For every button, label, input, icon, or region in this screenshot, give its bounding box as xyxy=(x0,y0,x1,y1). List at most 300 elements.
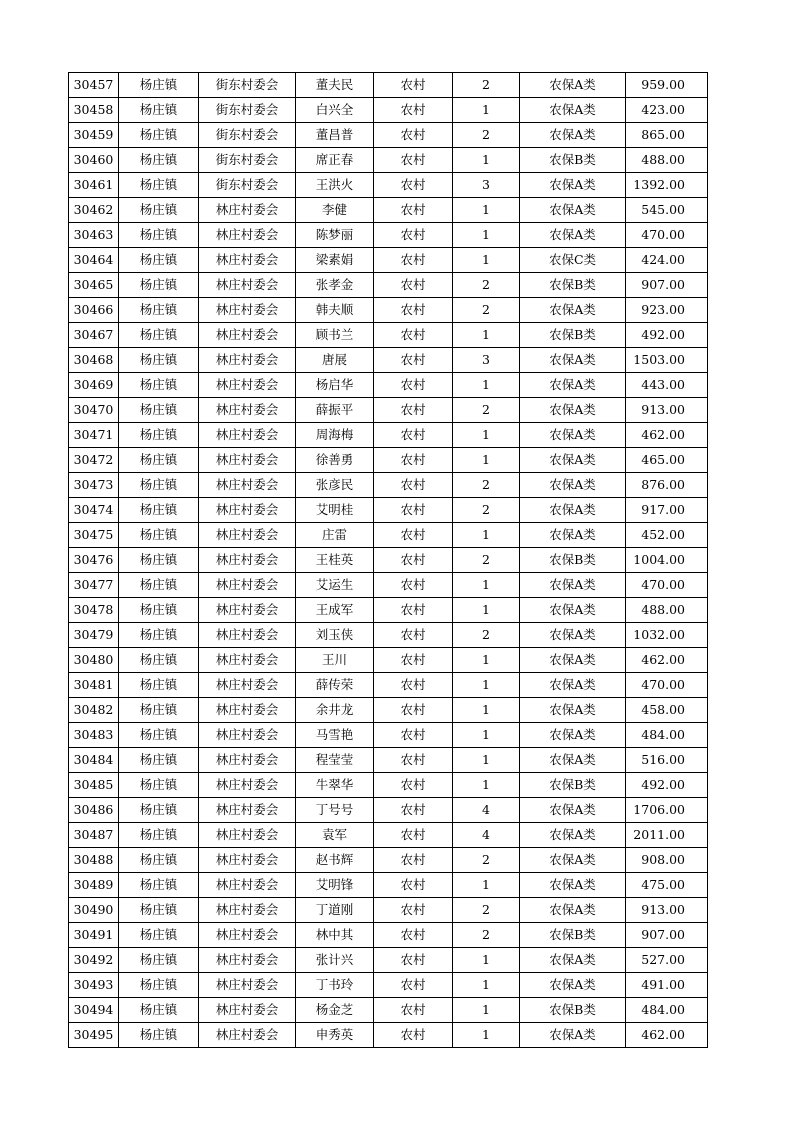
cell-category: 农保A类 xyxy=(520,473,626,498)
cell-household-type: 农村 xyxy=(374,923,453,948)
cell-category: 农保A类 xyxy=(520,348,626,373)
cell-serial-number: 30466 xyxy=(69,298,119,323)
cell-serial-number: 30483 xyxy=(69,723,119,748)
cell-member-count: 2 xyxy=(453,623,520,648)
cell-amount: 462.00 xyxy=(626,1023,708,1048)
table-row xyxy=(69,823,708,848)
cell-category: 农保A类 xyxy=(520,523,626,548)
cell-serial-number: 30474 xyxy=(69,498,119,523)
table-row xyxy=(69,748,708,773)
cell-village-committee: 林庄村委会 xyxy=(199,673,296,698)
cell-member-count: 1 xyxy=(453,198,520,223)
cell-member-count: 1 xyxy=(453,723,520,748)
table-row xyxy=(69,948,708,973)
cell-name: 韩夫顺 xyxy=(296,298,374,323)
cell-household-type: 农村 xyxy=(374,448,453,473)
cell-name: 杨启华 xyxy=(296,373,374,398)
cell-town: 杨庄镇 xyxy=(119,298,199,323)
cell-member-count: 1 xyxy=(453,998,520,1023)
table-row xyxy=(69,973,708,998)
cell-town: 杨庄镇 xyxy=(119,348,199,373)
table-row xyxy=(69,248,708,273)
cell-member-count: 1 xyxy=(453,698,520,723)
cell-household-type: 农村 xyxy=(374,298,453,323)
cell-town: 杨庄镇 xyxy=(119,948,199,973)
cell-village-committee: 街东村委会 xyxy=(199,73,296,98)
cell-category: 农保B类 xyxy=(520,773,626,798)
table-row xyxy=(69,548,708,573)
cell-household-type: 农村 xyxy=(374,348,453,373)
cell-category: 农保A类 xyxy=(520,723,626,748)
cell-household-type: 农村 xyxy=(374,898,453,923)
cell-category: 农保A类 xyxy=(520,373,626,398)
cell-name: 王川 xyxy=(296,648,374,673)
cell-member-count: 3 xyxy=(453,173,520,198)
cell-town: 杨庄镇 xyxy=(119,848,199,873)
cell-amount: 462.00 xyxy=(626,648,708,673)
cell-serial-number: 30485 xyxy=(69,773,119,798)
cell-household-type: 农村 xyxy=(374,998,453,1023)
cell-member-count: 1 xyxy=(453,1023,520,1048)
cell-household-type: 农村 xyxy=(374,823,453,848)
cell-village-committee: 街东村委会 xyxy=(199,148,296,173)
cell-serial-number: 30482 xyxy=(69,698,119,723)
cell-name: 徐善勇 xyxy=(296,448,374,473)
table-row xyxy=(69,73,708,98)
cell-amount: 462.00 xyxy=(626,423,708,448)
cell-village-committee: 林庄村委会 xyxy=(199,348,296,373)
cell-serial-number: 30462 xyxy=(69,198,119,223)
cell-village-committee: 林庄村委会 xyxy=(199,323,296,348)
table-row xyxy=(69,323,708,348)
table-row xyxy=(69,798,708,823)
cell-name: 梁素娟 xyxy=(296,248,374,273)
cell-name: 余井龙 xyxy=(296,698,374,723)
cell-household-type: 农村 xyxy=(374,523,453,548)
cell-town: 杨庄镇 xyxy=(119,798,199,823)
cell-category: 农保A类 xyxy=(520,573,626,598)
cell-village-committee: 林庄村委会 xyxy=(199,373,296,398)
cell-village-committee: 林庄村委会 xyxy=(199,648,296,673)
cell-village-committee: 林庄村委会 xyxy=(199,298,296,323)
cell-category: 农保A类 xyxy=(520,798,626,823)
cell-village-committee: 林庄村委会 xyxy=(199,473,296,498)
cell-town: 杨庄镇 xyxy=(119,998,199,1023)
cell-amount: 452.00 xyxy=(626,523,708,548)
cell-serial-number: 30492 xyxy=(69,948,119,973)
cell-town: 杨庄镇 xyxy=(119,198,199,223)
cell-name: 张彦民 xyxy=(296,473,374,498)
cell-serial-number: 30459 xyxy=(69,123,119,148)
cell-amount: 423.00 xyxy=(626,98,708,123)
cell-town: 杨庄镇 xyxy=(119,273,199,298)
cell-town: 杨庄镇 xyxy=(119,473,199,498)
cell-member-count: 1 xyxy=(453,373,520,398)
cell-amount: 492.00 xyxy=(626,323,708,348)
cell-name: 牛翠华 xyxy=(296,773,374,798)
cell-amount: 913.00 xyxy=(626,898,708,923)
cell-amount: 908.00 xyxy=(626,848,708,873)
cell-village-committee: 林庄村委会 xyxy=(199,448,296,473)
cell-name: 艾运生 xyxy=(296,573,374,598)
cell-serial-number: 30490 xyxy=(69,898,119,923)
records-table xyxy=(68,72,708,1048)
table-row xyxy=(69,998,708,1023)
cell-household-type: 农村 xyxy=(374,373,453,398)
cell-name: 袁军 xyxy=(296,823,374,848)
cell-category: 农保A类 xyxy=(520,948,626,973)
cell-household-type: 农村 xyxy=(374,498,453,523)
cell-category: 农保A类 xyxy=(520,1023,626,1048)
cell-household-type: 农村 xyxy=(374,173,453,198)
cell-household-type: 农村 xyxy=(374,423,453,448)
cell-serial-number: 30460 xyxy=(69,148,119,173)
cell-name: 薛振平 xyxy=(296,398,374,423)
cell-category: 农保A类 xyxy=(520,73,626,98)
cell-town: 杨庄镇 xyxy=(119,698,199,723)
cell-town: 杨庄镇 xyxy=(119,623,199,648)
cell-household-type: 农村 xyxy=(374,223,453,248)
table-row xyxy=(69,173,708,198)
table-row xyxy=(69,223,708,248)
cell-category: 农保A类 xyxy=(520,623,626,648)
cell-household-type: 农村 xyxy=(374,573,453,598)
cell-amount: 458.00 xyxy=(626,698,708,723)
cell-town: 杨庄镇 xyxy=(119,373,199,398)
cell-amount: 491.00 xyxy=(626,973,708,998)
cell-member-count: 2 xyxy=(453,498,520,523)
cell-name: 丁道刚 xyxy=(296,898,374,923)
table-row xyxy=(69,148,708,173)
cell-town: 杨庄镇 xyxy=(119,173,199,198)
cell-village-committee: 林庄村委会 xyxy=(199,698,296,723)
cell-member-count: 2 xyxy=(453,398,520,423)
cell-town: 杨庄镇 xyxy=(119,898,199,923)
cell-amount: 923.00 xyxy=(626,298,708,323)
cell-name: 庄雷 xyxy=(296,523,374,548)
cell-serial-number: 30463 xyxy=(69,223,119,248)
cell-serial-number: 30472 xyxy=(69,448,119,473)
cell-category: 农保B类 xyxy=(520,923,626,948)
cell-name: 陈梦丽 xyxy=(296,223,374,248)
cell-name: 薛传荣 xyxy=(296,673,374,698)
cell-household-type: 农村 xyxy=(374,123,453,148)
cell-household-type: 农村 xyxy=(374,98,453,123)
cell-amount: 2011.00 xyxy=(626,823,708,848)
cell-amount: 488.00 xyxy=(626,598,708,623)
cell-serial-number: 30494 xyxy=(69,998,119,1023)
cell-village-committee: 林庄村委会 xyxy=(199,198,296,223)
cell-member-count: 4 xyxy=(453,798,520,823)
cell-member-count: 1 xyxy=(453,598,520,623)
cell-village-committee: 林庄村委会 xyxy=(199,598,296,623)
cell-name: 赵书辉 xyxy=(296,848,374,873)
cell-serial-number: 30473 xyxy=(69,473,119,498)
cell-amount: 443.00 xyxy=(626,373,708,398)
cell-village-committee: 林庄村委会 xyxy=(199,573,296,598)
cell-member-count: 1 xyxy=(453,873,520,898)
cell-name: 席正春 xyxy=(296,148,374,173)
table-row xyxy=(69,473,708,498)
cell-town: 杨庄镇 xyxy=(119,723,199,748)
table-row xyxy=(69,648,708,673)
cell-village-committee: 街东村委会 xyxy=(199,173,296,198)
table-row xyxy=(69,523,708,548)
cell-amount: 1392.00 xyxy=(626,173,708,198)
cell-town: 杨庄镇 xyxy=(119,323,199,348)
cell-name: 艾明桂 xyxy=(296,498,374,523)
cell-serial-number: 30461 xyxy=(69,173,119,198)
cell-amount: 1032.00 xyxy=(626,623,708,648)
cell-name: 丁书玲 xyxy=(296,973,374,998)
cell-serial-number: 30493 xyxy=(69,973,119,998)
cell-category: 农保A类 xyxy=(520,198,626,223)
cell-town: 杨庄镇 xyxy=(119,648,199,673)
cell-amount: 913.00 xyxy=(626,398,708,423)
table-row xyxy=(69,873,708,898)
table-row xyxy=(69,598,708,623)
cell-household-type: 农村 xyxy=(374,948,453,973)
cell-name: 董夫民 xyxy=(296,73,374,98)
cell-village-committee: 林庄村委会 xyxy=(199,873,296,898)
cell-name: 张计兴 xyxy=(296,948,374,973)
cell-name: 王桂英 xyxy=(296,548,374,573)
cell-member-count: 1 xyxy=(453,973,520,998)
cell-household-type: 农村 xyxy=(374,623,453,648)
cell-category: 农保A类 xyxy=(520,498,626,523)
cell-serial-number: 30467 xyxy=(69,323,119,348)
cell-village-committee: 林庄村委会 xyxy=(199,848,296,873)
cell-name: 李健 xyxy=(296,198,374,223)
cell-town: 杨庄镇 xyxy=(119,148,199,173)
cell-member-count: 1 xyxy=(453,748,520,773)
table-row xyxy=(69,1023,708,1048)
cell-serial-number: 30495 xyxy=(69,1023,119,1048)
cell-name: 刘玉侠 xyxy=(296,623,374,648)
cell-amount: 492.00 xyxy=(626,773,708,798)
table-row xyxy=(69,423,708,448)
cell-village-committee: 林庄村委会 xyxy=(199,523,296,548)
cell-amount: 470.00 xyxy=(626,673,708,698)
cell-town: 杨庄镇 xyxy=(119,423,199,448)
cell-serial-number: 30465 xyxy=(69,273,119,298)
cell-category: 农保A类 xyxy=(520,898,626,923)
cell-category: 农保C类 xyxy=(520,248,626,273)
cell-household-type: 农村 xyxy=(374,473,453,498)
cell-household-type: 农村 xyxy=(374,398,453,423)
cell-category: 农保A类 xyxy=(520,123,626,148)
table-row xyxy=(69,498,708,523)
cell-category: 农保B类 xyxy=(520,548,626,573)
cell-serial-number: 30457 xyxy=(69,73,119,98)
cell-village-committee: 林庄村委会 xyxy=(199,773,296,798)
cell-category: 农保B类 xyxy=(520,273,626,298)
cell-village-committee: 林庄村委会 xyxy=(199,823,296,848)
cell-name: 张孝金 xyxy=(296,273,374,298)
table-row xyxy=(69,848,708,873)
cell-town: 杨庄镇 xyxy=(119,498,199,523)
cell-member-count: 2 xyxy=(453,73,520,98)
cell-town: 杨庄镇 xyxy=(119,248,199,273)
cell-name: 艾明锋 xyxy=(296,873,374,898)
table-row xyxy=(69,123,708,148)
cell-category: 农保A类 xyxy=(520,648,626,673)
cell-member-count: 2 xyxy=(453,273,520,298)
cell-amount: 488.00 xyxy=(626,148,708,173)
cell-category: 农保A类 xyxy=(520,398,626,423)
cell-name: 白兴全 xyxy=(296,98,374,123)
cell-amount: 865.00 xyxy=(626,123,708,148)
cell-amount: 516.00 xyxy=(626,748,708,773)
cell-member-count: 2 xyxy=(453,473,520,498)
cell-town: 杨庄镇 xyxy=(119,973,199,998)
table-row xyxy=(69,723,708,748)
cell-amount: 424.00 xyxy=(626,248,708,273)
table-row xyxy=(69,273,708,298)
cell-serial-number: 30469 xyxy=(69,373,119,398)
cell-amount: 465.00 xyxy=(626,448,708,473)
cell-village-committee: 林庄村委会 xyxy=(199,948,296,973)
cell-name: 马雪艳 xyxy=(296,723,374,748)
cell-town: 杨庄镇 xyxy=(119,598,199,623)
cell-amount: 1503.00 xyxy=(626,348,708,373)
cell-household-type: 农村 xyxy=(374,798,453,823)
cell-serial-number: 30478 xyxy=(69,598,119,623)
table-row xyxy=(69,898,708,923)
cell-amount: 527.00 xyxy=(626,948,708,973)
cell-town: 杨庄镇 xyxy=(119,823,199,848)
cell-household-type: 农村 xyxy=(374,773,453,798)
cell-household-type: 农村 xyxy=(374,548,453,573)
cell-village-committee: 林庄村委会 xyxy=(199,623,296,648)
cell-name: 王洪火 xyxy=(296,173,374,198)
table-row xyxy=(69,198,708,223)
cell-member-count: 1 xyxy=(453,448,520,473)
cell-category: 农保B类 xyxy=(520,323,626,348)
table-row xyxy=(69,923,708,948)
cell-household-type: 农村 xyxy=(374,648,453,673)
table-row xyxy=(69,623,708,648)
cell-member-count: 1 xyxy=(453,773,520,798)
cell-serial-number: 30479 xyxy=(69,623,119,648)
cell-member-count: 3 xyxy=(453,348,520,373)
cell-name: 王成军 xyxy=(296,598,374,623)
cell-serial-number: 30475 xyxy=(69,523,119,548)
cell-serial-number: 30471 xyxy=(69,423,119,448)
cell-village-committee: 林庄村委会 xyxy=(199,498,296,523)
cell-member-count: 1 xyxy=(453,98,520,123)
cell-member-count: 1 xyxy=(453,948,520,973)
cell-village-committee: 林庄村委会 xyxy=(199,973,296,998)
cell-category: 农保A类 xyxy=(520,598,626,623)
cell-town: 杨庄镇 xyxy=(119,398,199,423)
cell-serial-number: 30486 xyxy=(69,798,119,823)
cell-household-type: 农村 xyxy=(374,248,453,273)
cell-town: 杨庄镇 xyxy=(119,98,199,123)
cell-amount: 470.00 xyxy=(626,573,708,598)
cell-village-committee: 林庄村委会 xyxy=(199,223,296,248)
cell-member-count: 2 xyxy=(453,298,520,323)
cell-name: 杨金芝 xyxy=(296,998,374,1023)
cell-household-type: 农村 xyxy=(374,873,453,898)
cell-name: 林中其 xyxy=(296,923,374,948)
cell-category: 农保A类 xyxy=(520,848,626,873)
cell-name: 顾书兰 xyxy=(296,323,374,348)
table-row xyxy=(69,373,708,398)
cell-category: 农保A类 xyxy=(520,298,626,323)
cell-household-type: 农村 xyxy=(374,698,453,723)
cell-town: 杨庄镇 xyxy=(119,573,199,598)
cell-household-type: 农村 xyxy=(374,748,453,773)
cell-category: 农保A类 xyxy=(520,173,626,198)
cell-village-committee: 林庄村委会 xyxy=(199,798,296,823)
table-row xyxy=(69,298,708,323)
cell-category: 农保A类 xyxy=(520,673,626,698)
cell-village-committee: 林庄村委会 xyxy=(199,923,296,948)
cell-household-type: 农村 xyxy=(374,723,453,748)
cell-village-committee: 街东村委会 xyxy=(199,123,296,148)
records-table-body xyxy=(69,73,708,1048)
cell-amount: 907.00 xyxy=(626,923,708,948)
cell-member-count: 4 xyxy=(453,823,520,848)
cell-serial-number: 30468 xyxy=(69,348,119,373)
cell-household-type: 农村 xyxy=(374,323,453,348)
cell-town: 杨庄镇 xyxy=(119,548,199,573)
cell-serial-number: 30480 xyxy=(69,648,119,673)
cell-category: 农保A类 xyxy=(520,823,626,848)
cell-serial-number: 30464 xyxy=(69,248,119,273)
cell-village-committee: 林庄村委会 xyxy=(199,273,296,298)
cell-household-type: 农村 xyxy=(374,198,453,223)
cell-member-count: 1 xyxy=(453,523,520,548)
cell-village-committee: 林庄村委会 xyxy=(199,1023,296,1048)
cell-amount: 484.00 xyxy=(626,723,708,748)
cell-amount: 1004.00 xyxy=(626,548,708,573)
cell-category: 农保A类 xyxy=(520,423,626,448)
cell-town: 杨庄镇 xyxy=(119,73,199,98)
cell-amount: 876.00 xyxy=(626,473,708,498)
cell-village-committee: 林庄村委会 xyxy=(199,723,296,748)
cell-member-count: 2 xyxy=(453,898,520,923)
cell-member-count: 1 xyxy=(453,648,520,673)
cell-amount: 545.00 xyxy=(626,198,708,223)
table-row xyxy=(69,398,708,423)
table-row xyxy=(69,573,708,598)
cell-serial-number: 30470 xyxy=(69,398,119,423)
table-row xyxy=(69,348,708,373)
cell-serial-number: 30458 xyxy=(69,98,119,123)
cell-serial-number: 30488 xyxy=(69,848,119,873)
cell-amount: 959.00 xyxy=(626,73,708,98)
cell-village-committee: 林庄村委会 xyxy=(199,998,296,1023)
cell-serial-number: 30481 xyxy=(69,673,119,698)
cell-member-count: 1 xyxy=(453,673,520,698)
cell-town: 杨庄镇 xyxy=(119,123,199,148)
cell-village-committee: 街东村委会 xyxy=(199,98,296,123)
cell-amount: 917.00 xyxy=(626,498,708,523)
table-row xyxy=(69,448,708,473)
cell-household-type: 农村 xyxy=(374,1023,453,1048)
cell-member-count: 1 xyxy=(453,573,520,598)
cell-category: 农保A类 xyxy=(520,698,626,723)
cell-household-type: 农村 xyxy=(374,673,453,698)
cell-member-count: 1 xyxy=(453,223,520,248)
cell-village-committee: 林庄村委会 xyxy=(199,398,296,423)
cell-town: 杨庄镇 xyxy=(119,1023,199,1048)
cell-serial-number: 30489 xyxy=(69,873,119,898)
cell-amount: 475.00 xyxy=(626,873,708,898)
cell-amount: 907.00 xyxy=(626,273,708,298)
